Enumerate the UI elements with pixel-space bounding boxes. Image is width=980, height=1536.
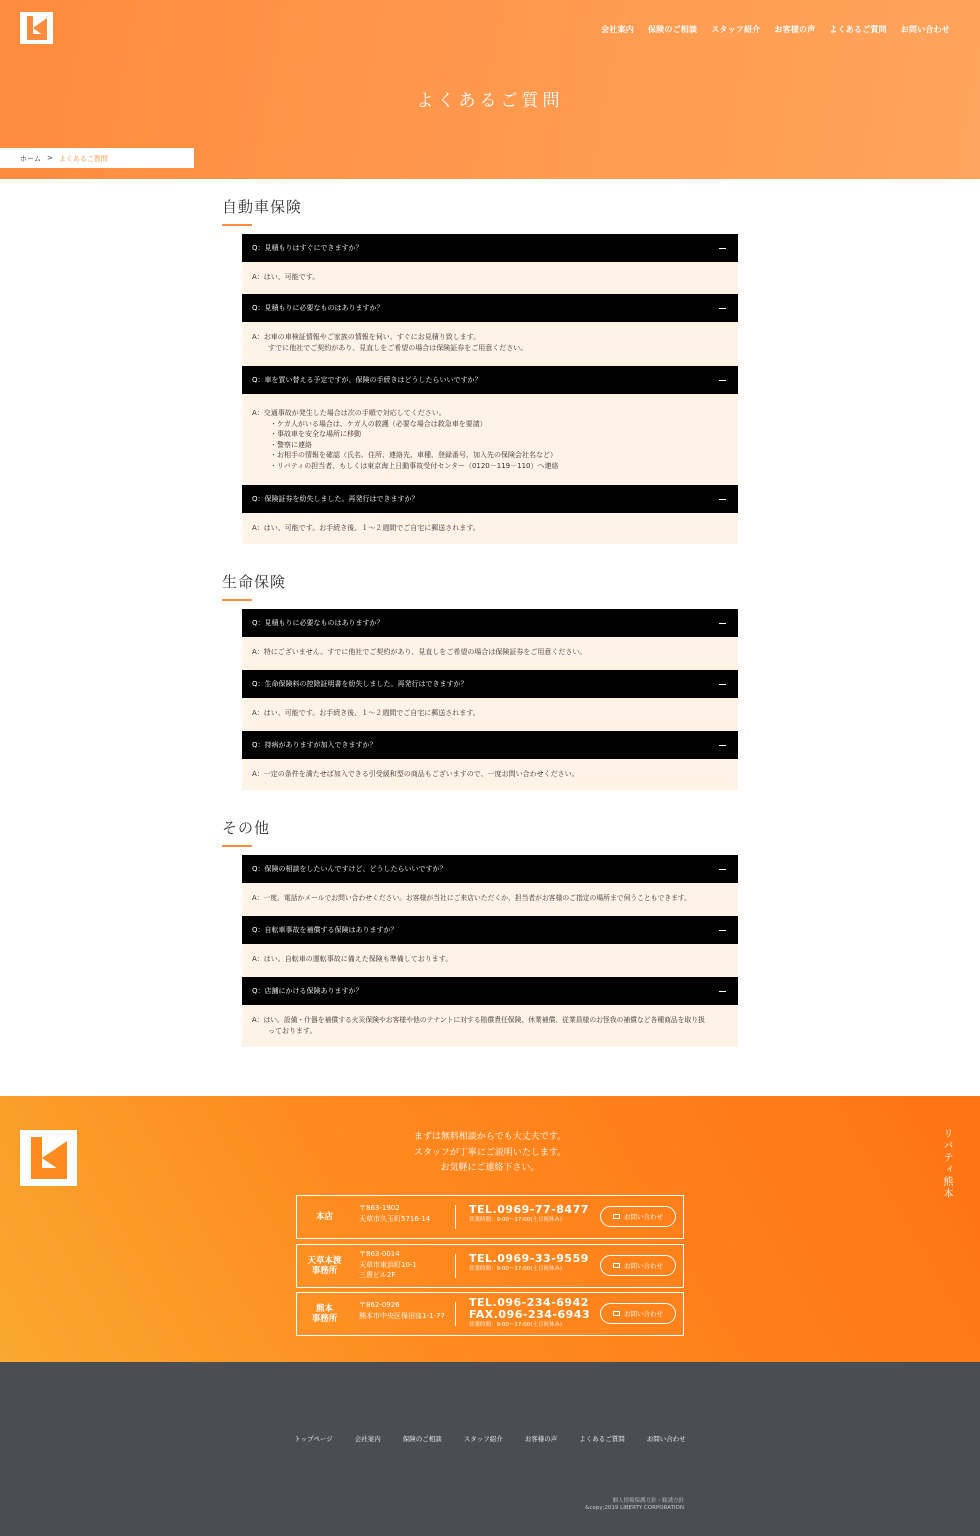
vertical-brand-text: リバティ熊本	[941, 1128, 952, 1200]
answer-text: ・事故車を安全な場所に移動	[270, 430, 361, 438]
office-phone[interactable]: TEL.0969-77-8477 営業時間：9:00～17:00(土日祝休み)	[469, 1203, 589, 1223]
faq-answer	[242, 262, 738, 294]
divider	[455, 1254, 456, 1278]
answer-text: A：一定の条件を満たせば加入できる引受緩和型の商品もございますので、一度お問い合わせください。	[252, 770, 579, 778]
section-other	[222, 817, 738, 847]
mail-icon	[613, 1214, 620, 1219]
answer-text: A：お車の車検証情報やご家族の情報を伺い、すぐにお見積り致します。	[252, 333, 481, 341]
faq-answer	[242, 1005, 738, 1047]
answer-text: ・お相手の情報を確認（氏名、住所、連絡先、車種、登録番号、加入先の保険会社名など）	[270, 451, 557, 459]
office-hours: 営業時間：9:00～17:00(土日祝休み)	[469, 1217, 562, 1223]
question-text: Q：見積もりに必要なものはありますか？	[252, 304, 384, 312]
faq-list	[242, 609, 738, 790]
question-text: Q：生命保険料の控除証明書を紛失しました。再発行はできますか？	[252, 680, 468, 688]
site-footer	[0, 1362, 980, 1536]
nav-faq[interactable]: よくあるご質問	[829, 25, 887, 34]
office-name: 本店	[315, 1212, 333, 1222]
office-phone[interactable]: TEL.0969-33-9559 営業時間：9:00～17:00(土日祝休み)	[469, 1252, 589, 1272]
answer-text: A：はい。設備・什器を補償する火災保険やお客様や他のテナントに対する賠償責任保険、休業補償、従業員様のお怪我の補償など各種商品を取り扱	[252, 1016, 705, 1024]
contact-button[interactable]: お問い合わせ	[600, 1303, 676, 1324]
mail-icon	[613, 1263, 620, 1268]
question-text: Q：見積もりはすぐにできますか？	[252, 244, 363, 252]
page-title: よくあるご質問	[416, 91, 564, 111]
copyright: &copy;2019 LIBERTY CORPORATION	[585, 1505, 684, 1511]
collapse-icon[interactable]	[719, 991, 726, 992]
footer-nav	[0, 1434, 980, 1443]
footer-message	[0, 1130, 980, 1177]
message-line: お気軽にご連絡下さい。	[440, 1163, 540, 1173]
question-text: Q：自転車事故を補償する保険はありますか？	[252, 926, 398, 934]
section-life-insurance	[222, 571, 738, 601]
question-text: Q：持病がありますが加入できますか？	[252, 741, 377, 749]
section-auto-insurance	[222, 196, 738, 226]
answer-text: A：交通事故が発生した場合は次の手順で対応してください。	[252, 409, 446, 417]
answer-text: A：はい、可能です。お手続き後、１～２週間でご自宅に郵送されます。	[252, 524, 480, 532]
office-fax: FAX.096-234-6943	[469, 1308, 591, 1321]
page-header	[0, 0, 980, 179]
faq-answer	[242, 944, 738, 977]
section-title: 生命保険	[222, 573, 287, 591]
global-nav	[601, 24, 950, 35]
collapse-icon[interactable]	[719, 869, 726, 870]
faq-question[interactable]	[242, 294, 738, 322]
office-card-kumamoto	[296, 1292, 684, 1336]
breadcrumb	[0, 148, 194, 168]
collapse-icon[interactable]	[719, 930, 726, 931]
question-text: Q：保険証券を紛失しました。再発行はできますか？	[252, 495, 419, 503]
answer-text: ・ケガ人がいる場合は、ケガ人の救護（必要な場合は救急車を要請）	[270, 419, 487, 428]
message-line: スタッフが丁寧にご説明いたします。	[413, 1147, 567, 1158]
faq-question[interactable]	[242, 855, 738, 883]
footer-link-company[interactable]: 会社案内	[354, 1435, 381, 1443]
contact-footer	[0, 1096, 980, 1362]
footer-link-faq[interactable]: よくあるご質問	[579, 1435, 625, 1443]
divider	[455, 1205, 456, 1229]
section-underline	[222, 224, 252, 226]
nav-consultation[interactable]: 保険のご相談	[647, 25, 698, 34]
section-underline	[222, 845, 252, 847]
faq-list	[242, 234, 738, 544]
faq-answer	[242, 883, 738, 916]
privacy-link[interactable]: 個人情報保護方針・勧誘方針	[612, 1498, 684, 1504]
collapse-icon[interactable]	[719, 684, 726, 685]
breadcrumb-current: よくあるご質問	[58, 155, 108, 163]
office-address: 〒863-1902 天草市久玉町5716-14	[359, 1204, 431, 1223]
question-text: Q：店舗にかける保険ありますか？	[252, 987, 363, 995]
section-underline	[222, 599, 252, 601]
answer-text: ・警察に連絡	[270, 440, 312, 449]
nav-company[interactable]: 会社案内	[601, 25, 634, 34]
faq-question[interactable]	[242, 366, 738, 394]
liberty-logo[interactable]	[20, 12, 53, 44]
breadcrumb-home[interactable]: ホーム	[20, 155, 41, 163]
faq-question[interactable]	[242, 609, 738, 637]
faq-answer	[242, 394, 738, 485]
faq-answer	[242, 322, 738, 366]
answer-text: A：はい、可能です。お手続き後、１～２週間でご自宅に郵送されます。	[252, 709, 480, 717]
footer-link-voice[interactable]: お客様の声	[524, 1435, 558, 1443]
message-line: まずは無料相談からでも大丈夫です。	[413, 1132, 567, 1142]
answer-text: A：一度、電話かメールでお問い合わせください。お客様が当社にご来店いただくか、担当者がお客様のご指定の場所まで伺うこともできます。	[252, 894, 691, 902]
faq-question[interactable]	[242, 731, 738, 759]
section-title: その他	[222, 819, 271, 837]
collapse-icon[interactable]	[719, 380, 726, 381]
faq-answer	[242, 513, 738, 544]
faq-list	[242, 855, 738, 1047]
collapse-icon[interactable]	[719, 745, 726, 746]
collapse-icon[interactable]	[719, 623, 726, 624]
office-card-amakusa	[296, 1244, 684, 1288]
question-text: Q：車を買い替える予定ですが、保険の手続きはどうしたらいいですか？	[252, 376, 482, 384]
contact-button[interactable]: お問い合わせ	[600, 1206, 676, 1227]
nav-voice[interactable]: お客様の声	[774, 25, 816, 34]
nav-staff[interactable]: スタッフ紹介	[711, 25, 761, 34]
question-text: Q：保険の相談をしたいんですけど、どうしたらいいですか？	[252, 865, 447, 873]
nav-contact[interactable]: お問い合わせ	[900, 25, 950, 34]
footer-link-top[interactable]: トップページ	[294, 1435, 333, 1443]
divider	[455, 1302, 456, 1326]
faq-answer	[242, 637, 738, 670]
faq-question[interactable]	[242, 234, 738, 262]
collapse-icon[interactable]	[719, 499, 726, 500]
office-hours: 営業時間：9:00～17:00(土日祝休み)	[469, 1322, 562, 1328]
footer-link-consultation[interactable]: 保険のご相談	[402, 1435, 442, 1443]
office-address: 〒863-0014 天草市東浜町10-1 三貴ビル2F	[359, 1250, 417, 1279]
answer-text: ・リバティの担当者、もしくは東京海上日動事故受付センター（0120－119－110）へ連絡	[270, 461, 559, 470]
office-card-main	[296, 1195, 684, 1239]
faq-question[interactable]	[242, 485, 738, 513]
answer-text: A：はい、可能です。	[252, 273, 320, 281]
faq-question[interactable]	[242, 670, 738, 698]
section-title: 自動車保険	[222, 198, 303, 216]
answer-text: A：特にございません。すでに他社でご契約があり、見直しをご希望の場合は保険証券をご用意ください。	[252, 648, 587, 656]
office-hours: 営業時間：9:00～17:00(土日祝休み)	[469, 1266, 562, 1272]
answer-text: すでに他社でご契約があり、見直しをご希望の場合は保険証券をご用意ください。	[268, 343, 528, 352]
question-text: Q：見積もりに必要なものはありますか？	[252, 619, 384, 627]
mail-icon	[613, 1311, 620, 1316]
office-name: 天草本渡 事務所	[307, 1256, 342, 1276]
answer-text: A：はい。自転車の運転事故に備えた保険も準備しております。	[252, 955, 453, 963]
footer-link-contact[interactable]: お問い合わせ	[646, 1435, 686, 1443]
breadcrumb-separator: >	[47, 154, 53, 162]
contact-button[interactable]: お問い合わせ	[600, 1255, 676, 1276]
faq-question[interactable]	[242, 977, 738, 1005]
faq-question[interactable]	[242, 916, 738, 944]
office-name: 熊本 事務所	[311, 1304, 338, 1324]
office-phone[interactable]: TEL.096-234-6942 FAX.096-234-6943 営業時間：9:00～17:00(土日祝休み)	[469, 1296, 591, 1328]
answer-text: っております。	[268, 1026, 317, 1035]
office-address: 〒862-0926 熊本市中央区保田窪1-1-77	[359, 1301, 445, 1320]
collapse-icon[interactable]	[719, 248, 726, 249]
faq-answer	[242, 698, 738, 731]
footer-link-staff[interactable]: スタッフ紹介	[463, 1435, 503, 1443]
faq-answer	[242, 759, 738, 790]
collapse-icon[interactable]	[719, 308, 726, 309]
